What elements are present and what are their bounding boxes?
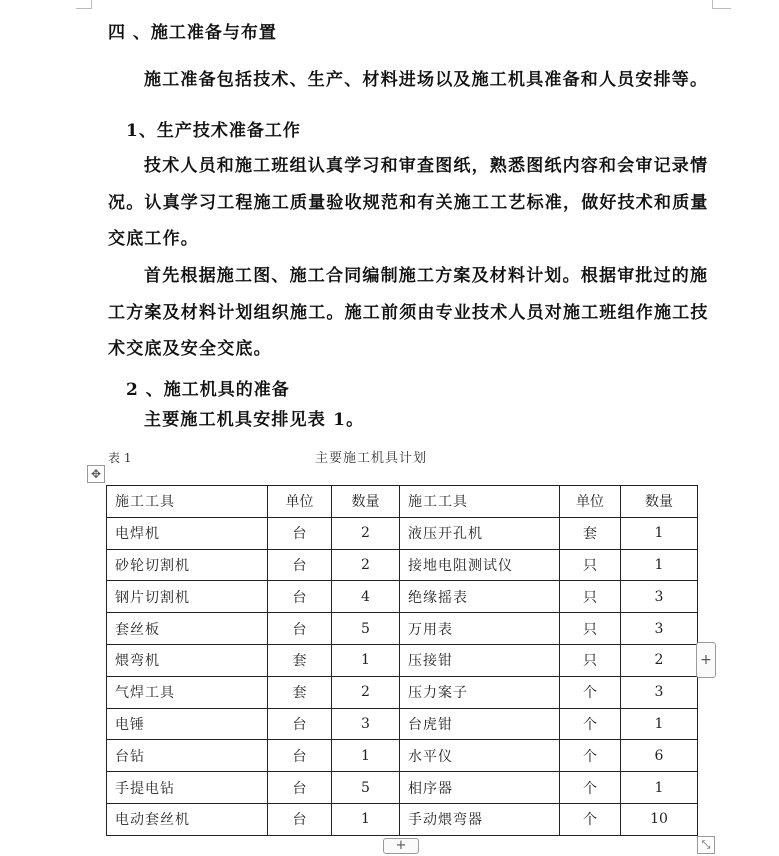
move-arrows-icon[interactable]: ✥: [87, 465, 105, 483]
quantity-cell[interactable]: 1: [332, 644, 400, 676]
tool-name-cell[interactable]: 台钻: [107, 740, 268, 772]
unit-cell[interactable]: 套: [268, 644, 332, 676]
table-row: [107, 517, 698, 549]
table-header-row: [107, 486, 698, 518]
quantity-cell[interactable]: 1: [621, 772, 698, 804]
table-label: 表 1: [108, 451, 132, 465]
unit-cell[interactable]: 台: [268, 803, 332, 835]
table-header-cell[interactable]: 单位: [268, 486, 332, 518]
quantity-cell[interactable]: 1: [621, 517, 698, 549]
table-header-cell[interactable]: 施工工具: [107, 486, 268, 518]
add-row-button[interactable]: [383, 838, 419, 854]
diagonal-resize-icon[interactable]: ⤡: [697, 836, 715, 854]
quantity-cell[interactable]: 2: [332, 549, 400, 581]
unit-cell[interactable]: 台: [268, 549, 332, 581]
quantity-cell[interactable]: 4: [332, 581, 400, 613]
unit-cell[interactable]: 台: [268, 740, 332, 772]
intro-paragraph: 施工准备包括技术、生产、材料进场以及施工机具准备和人员安排等。: [144, 70, 709, 90]
tool-name-cell[interactable]: 煨弯机: [107, 644, 268, 676]
table-row: [107, 803, 698, 835]
subsection-2-paragraph: 主要施工机具安排见表 1。: [144, 410, 365, 430]
tool-name-cell[interactable]: 电焊机: [107, 517, 268, 549]
tool-name-cell[interactable]: 压力案子: [400, 676, 560, 708]
add-column-button[interactable]: [696, 642, 716, 678]
page-corner-mark-left: [76, 0, 92, 9]
unit-cell[interactable]: 只: [560, 581, 621, 613]
unit-cell[interactable]: 台: [268, 708, 332, 740]
quantity-cell[interactable]: 1: [332, 803, 400, 835]
quantity-cell[interactable]: 3: [332, 708, 400, 740]
unit-cell[interactable]: 台: [268, 581, 332, 613]
unit-cell[interactable]: 只: [560, 549, 621, 581]
tool-name-cell[interactable]: 气焊工具: [107, 676, 268, 708]
tool-name-cell[interactable]: 相序器: [400, 772, 560, 804]
quantity-cell[interactable]: 3: [621, 581, 698, 613]
quantity-cell[interactable]: 3: [621, 613, 698, 645]
quantity-cell[interactable]: 1: [621, 549, 698, 581]
unit-cell[interactable]: 个: [560, 708, 621, 740]
unit-cell[interactable]: 个: [560, 772, 621, 804]
quantity-cell[interactable]: 1: [332, 740, 400, 772]
table-header-cell[interactable]: 施工工具: [400, 486, 560, 518]
tools-table: [106, 485, 698, 836]
tool-name-cell[interactable]: 套丝板: [107, 613, 268, 645]
plus-icon: +: [700, 652, 712, 668]
unit-cell[interactable]: 台: [268, 613, 332, 645]
table-title: 主要施工机具计划: [315, 451, 428, 466]
tool-name-cell[interactable]: 电动套丝机: [107, 803, 268, 835]
table-header-cell[interactable]: 单位: [560, 486, 621, 518]
table-row: [107, 644, 698, 676]
unit-cell[interactable]: 个: [560, 676, 621, 708]
table-row: [107, 581, 698, 613]
tool-name-cell[interactable]: 手提电钻: [107, 772, 268, 804]
subsection-1-paragraph-1: 技术人员和施工班组认真学习和审查图纸，熟悉图纸内容和会审记录情况。认真学习工程施工质量验收规范和有关施工工艺标准，做好技术和质量交底工作。: [108, 156, 709, 249]
tool-name-cell[interactable]: 液压开孔机: [400, 517, 560, 549]
tool-name-cell[interactable]: 钢片切割机: [107, 581, 268, 613]
unit-cell[interactable]: 套: [560, 517, 621, 549]
table-row: [107, 549, 698, 581]
unit-cell[interactable]: 台: [268, 772, 332, 804]
quantity-cell[interactable]: 2: [332, 676, 400, 708]
unit-cell[interactable]: 个: [560, 740, 621, 772]
table-row: [107, 708, 698, 740]
quantity-cell[interactable]: 2: [621, 644, 698, 676]
unit-cell[interactable]: 套: [268, 676, 332, 708]
tool-name-cell[interactable]: 万用表: [400, 613, 560, 645]
plus-icon: +: [395, 838, 407, 853]
quantity-cell[interactable]: 5: [332, 613, 400, 645]
quantity-cell[interactable]: 2: [332, 517, 400, 549]
table-header-cell[interactable]: 数量: [332, 486, 400, 518]
quantity-cell[interactable]: 3: [621, 676, 698, 708]
tool-name-cell[interactable]: 绝缘摇表: [400, 581, 560, 613]
table-row: [107, 676, 698, 708]
section-heading: 四 、施工准备与布置: [108, 23, 277, 43]
quantity-cell[interactable]: 6: [621, 740, 698, 772]
unit-cell[interactable]: 台: [268, 517, 332, 549]
subsection-2-heading: 2 、施工机具的准备: [126, 380, 290, 400]
unit-cell[interactable]: 只: [560, 613, 621, 645]
tool-name-cell[interactable]: 砂轮切割机: [107, 549, 268, 581]
tool-name-cell[interactable]: 台虎钳: [400, 708, 560, 740]
tool-name-cell[interactable]: 接地电阻测试仪: [400, 549, 560, 581]
page-corner-mark-right: [712, 0, 731, 9]
subsection-1-heading: 1、生产技术准备工作: [126, 121, 301, 141]
table-row: [107, 772, 698, 804]
table-row: [107, 740, 698, 772]
tool-name-cell[interactable]: 电锤: [107, 708, 268, 740]
quantity-cell[interactable]: 1: [621, 708, 698, 740]
quantity-cell[interactable]: 5: [332, 772, 400, 804]
table-header-cell[interactable]: 数量: [621, 486, 698, 518]
unit-cell[interactable]: 只: [560, 644, 621, 676]
tool-name-cell[interactable]: 压接钳: [400, 644, 560, 676]
table-row: [107, 613, 698, 645]
subsection-1-paragraph-2: 首先根据施工图、施工合同编制施工方案及材料计划。根据审批过的施工方案及材料计划组织施工。施工前须由专业技术人员对施工班组作施工技术交底及安全交底。: [108, 266, 709, 359]
unit-cell[interactable]: 个: [560, 803, 621, 835]
quantity-cell[interactable]: 10: [621, 803, 698, 835]
tool-name-cell[interactable]: 手动煨弯器: [400, 803, 560, 835]
tool-name-cell[interactable]: 水平仪: [400, 740, 560, 772]
